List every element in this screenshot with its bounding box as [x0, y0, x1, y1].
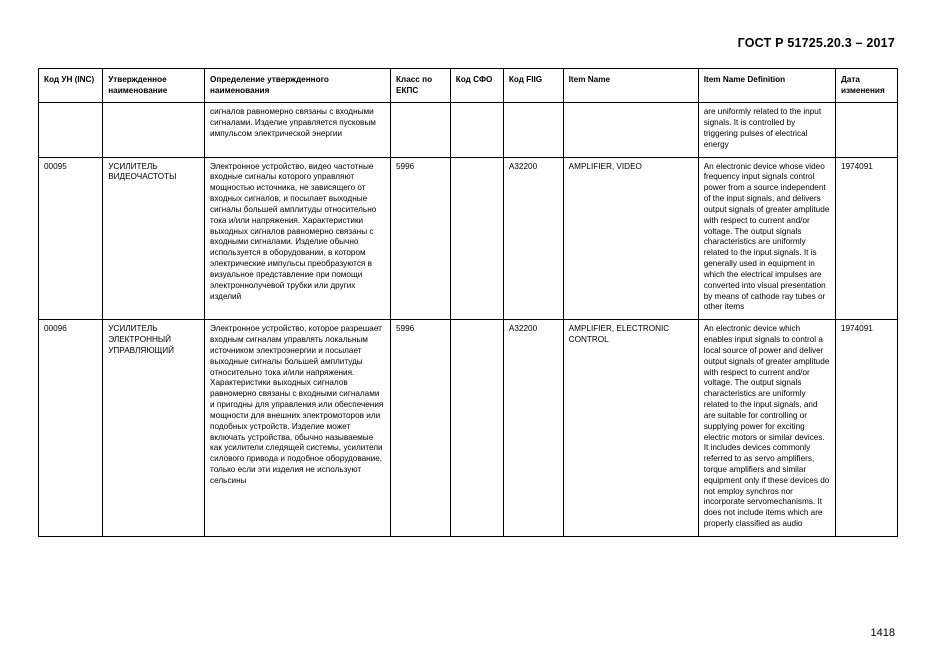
- table-body: [39, 103, 898, 537]
- cell-sfo-code: [450, 320, 503, 537]
- table-row: [39, 157, 898, 320]
- page-number: 1418: [870, 627, 895, 639]
- cell-ekps-class: 5996: [391, 157, 451, 320]
- cell-fiig-code: A32200: [503, 157, 563, 320]
- column-header-approved-name: Утвержденное наименование: [103, 69, 205, 103]
- cell-item-name-definition: An electronic device whose video frequency input signals control power from a source independent of the input signals, and delivers output signals of greater amplitude with respect to current and/or voltage. The output signals characteristics are uniformly related to the input signals. It is generally used in equipment in which the electrical impulses are converted into visual presentation by means of cathode ray tubes or other items: [698, 157, 835, 320]
- cell-change-date: 1974091: [835, 157, 897, 320]
- cell-change-date: [835, 103, 897, 157]
- cell-ekps-class: [391, 103, 451, 157]
- table-row: [39, 103, 898, 157]
- cell-approved-name-definition: Электронное устройство, которое разрешает входным сигналам управлять локальным источником электроэнергии и посылает выходные сигналы большей амплитуды относительно тока и/или напряжения. Характеристики выходных сигналов равномерно связаны с входными сигналами и пригодны для управления или обеспечения мощности для внешних электромоторов или подобных устройств. Изделие может включать устройства, обычно называемые как усилители следящей системы, усилители силового привода и подобное оборудование, только если эти изделия не используют сельсины: [205, 320, 391, 537]
- table-row: [39, 320, 898, 537]
- cell-change-date: 1974091: [835, 320, 897, 537]
- cell-item-name-definition: are uniformly related to the input signals. It is controlled by triggering pulses of electrical energy: [698, 103, 835, 157]
- column-header-fiig-code: Код FIIG: [503, 69, 563, 103]
- cell-code-inc: 00095: [39, 157, 103, 320]
- inc-names-table: [38, 68, 898, 537]
- column-header-code-inc: Код УН (INC): [39, 69, 103, 103]
- column-header-item-name: Item Name: [563, 69, 698, 103]
- cell-item-name-definition: An electronic device which enables input signals to control a local source of power and deliver output signals of greater amplitude with respect to current and/or voltage. The output signals characteristics are uniformly related to the input signals, and are suitable for controlling or supplying power for exciting electric motors or similar devices. It includes devices commonly referred to as servo amplifiers, torque amplifiers and similar equipment only if these devices do not employ synchros nor incorporate servomechanisms. It does not include items which are properly classified as audio: [698, 320, 835, 537]
- cell-code-inc: [39, 103, 103, 157]
- cell-approved-name-definition: сигналов равномерно связаны с входными сигналами. Изделие управляется пусковым импульсом электрической энергии: [205, 103, 391, 157]
- cell-item-name: AMPLIFIER, VIDEO: [563, 157, 698, 320]
- cell-sfo-code: [450, 103, 503, 157]
- column-header-change-date: Дата изменения: [835, 69, 897, 103]
- cell-approved-name: УСИЛИТЕЛЬ ВИДЕОЧАСТОТЫ: [103, 157, 205, 320]
- cell-code-inc: 00096: [39, 320, 103, 537]
- column-header-item-name-definition: Item Name Definition: [698, 69, 835, 103]
- column-header-ekps-class: Класс по ЕКПС: [391, 69, 451, 103]
- cell-item-name: AMPLIFIER, ELECTRONIC CONTROL: [563, 320, 698, 537]
- cell-approved-name: УСИЛИТЕЛЬ ЭЛЕКТРОННЫЙ УПРАВЛЯЮЩИЙ: [103, 320, 205, 537]
- cell-approved-name-definition: Электронное устройство, видео частотные входные сигналы которого управляют мощностью источника, не зависящего от входных сигналов, и посылает выходные сигналы большей амплитуды относительно тока и/или напряжения. Характеристики выходных сигналов равномерно связаны с входными сигналами. Изделие обычно используется в оборудовании, в котором электрические импульсы преобразуются в визуальное представление при помощи электроннолучевой трубки или других изделий: [205, 157, 391, 320]
- page-header: ГОСТ Р 51725.20.3 – 2017: [737, 36, 895, 50]
- cell-item-name: [563, 103, 698, 157]
- cell-sfo-code: [450, 157, 503, 320]
- cell-approved-name: [103, 103, 205, 157]
- column-header-approved-name-definition: Определение утвержденного наименования: [205, 69, 391, 103]
- cell-fiig-code: [503, 103, 563, 157]
- table-header: [39, 69, 898, 103]
- table-header-row: [39, 69, 898, 103]
- cell-fiig-code: A32200: [503, 320, 563, 537]
- column-header-sfo-code: Код СФО: [450, 69, 503, 103]
- cell-ekps-class: 5996: [391, 320, 451, 537]
